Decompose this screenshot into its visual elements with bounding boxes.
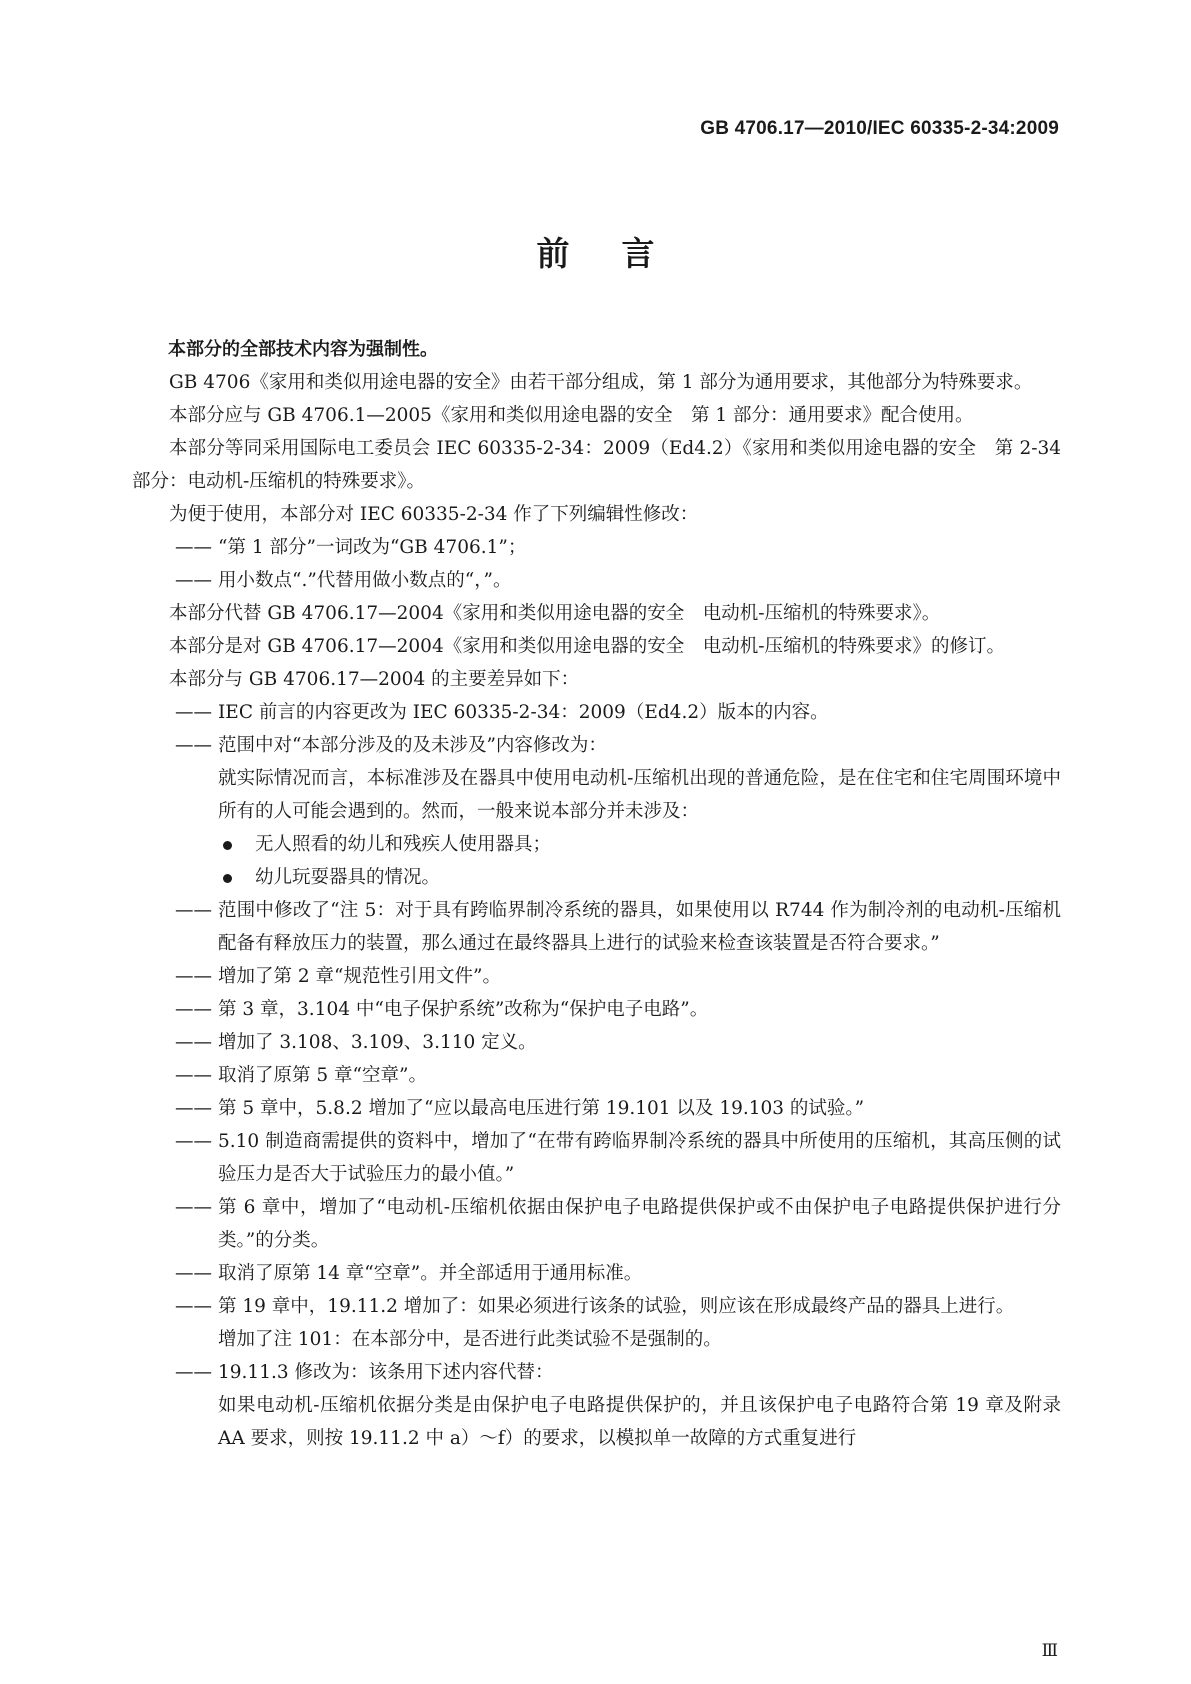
list-item-text: 取消了原第 5 章“空章”。 [218, 1065, 427, 1086]
bullet-dot-icon [223, 874, 232, 883]
list-item [132, 696, 1061, 729]
dash-mark: —— [175, 735, 212, 756]
dash-mark: —— [175, 1362, 212, 1383]
list-item-text: 第 19 章中，19.11.2 增加了：如果必须进行该条的试验，则应该在形成最终产品的器具上进行。 [218, 1296, 1015, 1317]
dash-mark: —— [175, 1197, 212, 1218]
list-item-text: 19.11.3 修改为：该条用下述内容代替： [218, 1362, 554, 1383]
dash-mark: —— [175, 1263, 212, 1284]
bullet-item [132, 828, 1061, 861]
list-item-text: 范围中修改了“注 5：对于具有跨临界制冷系统的器具，如果使用以 R744 作为制冷剂的电动机-压缩机配备有释放压力的装置，那么通过在最终器具上进行的试验来检查该装置是否符合要求。” [218, 900, 1061, 954]
list-item [132, 1125, 1061, 1191]
list-item-text: 第 5 章中，5.8.2 增加了“应以最高电压进行第 19.101 以及 19.103 的试验。” [218, 1098, 865, 1119]
dash-mark: —— [175, 1098, 212, 1119]
list-item [132, 1356, 1061, 1389]
standard-code-header: GB 4706.17—2010/IEC 60335-2-34:2009 [700, 118, 1059, 139]
list-item-text: 增加了 3.108、3.109、3.110 定义。 [218, 1032, 537, 1053]
list-item [132, 1026, 1061, 1059]
list-item [132, 531, 1061, 564]
dash-mark: —— [175, 966, 212, 987]
list-item-text: 增加了第 2 章“规范性引用文件”。 [218, 966, 501, 987]
note-101-text: 增加了注 101：在本部分中，是否进行此类试验不是强制的。 [218, 1329, 722, 1350]
list-item [132, 1092, 1061, 1125]
dash-mark: —— [175, 702, 212, 723]
mandatory-statement: 本部分的全部技术内容为强制性。 [168, 339, 438, 360]
list-item [132, 1191, 1061, 1257]
dash-mark: —— [175, 1296, 212, 1317]
list-item [132, 993, 1061, 1026]
list-item [132, 729, 1061, 762]
paragraph-main-differences: 本部分与 GB 4706.17—2004 的主要差异如下： [169, 669, 580, 690]
bullet-item-text: 幼儿玩耍器具的情况。 [255, 867, 441, 888]
page-number: Ⅲ [1041, 1641, 1058, 1661]
list-item-text: “第 1 部分”一词改为“GB 4706.1”； [218, 537, 527, 558]
clause-19-11-3-text: 如果电动机-压缩机依据分类是由保护电子电路提供保护的，并且该保护电子电路符合第 19 章及附录 AA 要求，则按 19.11.2 中 a）～f）的要求，以模拟单一故障的方式重复进行 [218, 1395, 1061, 1449]
list-item-text: 第 6 章中，增加了“电动机-压缩机依据由保护电子电路提供保护或不由保护电子电路提供保护进行分类。”的分类。 [218, 1197, 1061, 1251]
dash-mark: —— [175, 999, 212, 1020]
list-item [132, 1257, 1061, 1290]
list-item-text: 第 3 章，3.104 中“电子保护系统”改称为“保护电子电路”。 [218, 999, 709, 1020]
document-body [132, 333, 1061, 1455]
list-item-text: 范围中对“本部分涉及的及未涉及”内容修改为： [218, 735, 607, 756]
list-item [132, 1290, 1061, 1323]
paragraph-replaces: 本部分代替 GB 4706.17—2004《家用和类似用途电器的安全 电动机-压缩机的特殊要求》。 [169, 603, 941, 624]
paragraph-revision: 本部分是对 GB 4706.17—2004《家用和类似用途电器的安全 电动机-压缩机的特殊要求》的修订。 [169, 636, 1005, 657]
dash-mark: —— [175, 570, 212, 591]
bullet-dot-icon [223, 841, 232, 850]
list-item-text: 取消了原第 14 章“空章”。并全部适用于通用标准。 [218, 1263, 643, 1284]
page-title: 前言 [536, 234, 707, 273]
list-item-text: 5.10 制造商需提供的资料中，增加了“在带有跨临界制冷系统的器具中所使用的压缩机，其高压侧的试验压力是否大于试验压力的最小值。” [218, 1131, 1061, 1185]
dash-mark: —— [175, 1065, 212, 1086]
list-item [132, 564, 1061, 597]
list-item-text: IEC 前言的内容更改为 IEC 60335-2-34：2009（Ed4.2）版本的内容。 [218, 702, 829, 723]
bullet-item [132, 861, 1061, 894]
bullet-item-text: 无人照看的幼儿和残疾人使用器具； [255, 834, 552, 855]
dash-mark: —— [175, 900, 212, 921]
paragraph-use-with-part1: 本部分应与 GB 4706.1—2005《家用和类似用途电器的安全 第 1 部分：通用要求》配合使用。 [169, 405, 974, 426]
paragraph-editorial-changes: 为便于使用，本部分对 IEC 60335-2-34 作了下列编辑性修改： [169, 504, 699, 525]
paragraph-identical-adoption: 本部分等同采用国际电工委员会 IEC 60335-2-34：2009（Ed4.2）《家用和类似用途电器的安全 第 2-34 部分：电动机-压缩机的特殊要求》。 [132, 438, 1061, 492]
dash-mark: —— [175, 1032, 212, 1053]
list-item [132, 960, 1061, 993]
list-item [132, 1059, 1061, 1092]
list-item [132, 894, 1061, 960]
scope-text: 就实际情况而言，本标准涉及在器具中使用电动机-压缩机出现的普通危险，是在住宅和住宅周围环境中所有的人可能会遇到的。然而，一般来说本部分并未涉及： [218, 768, 1061, 822]
list-item-text: 用小数点“.”代替用做小数点的“，”。 [218, 570, 512, 591]
dash-mark: —— [175, 1131, 212, 1152]
dash-mark: —— [175, 537, 212, 558]
paragraph-series-composition: GB 4706《家用和类似用途电器的安全》由若干部分组成，第 1 部分为通用要求，其他部分为特殊要求。 [169, 372, 1033, 393]
